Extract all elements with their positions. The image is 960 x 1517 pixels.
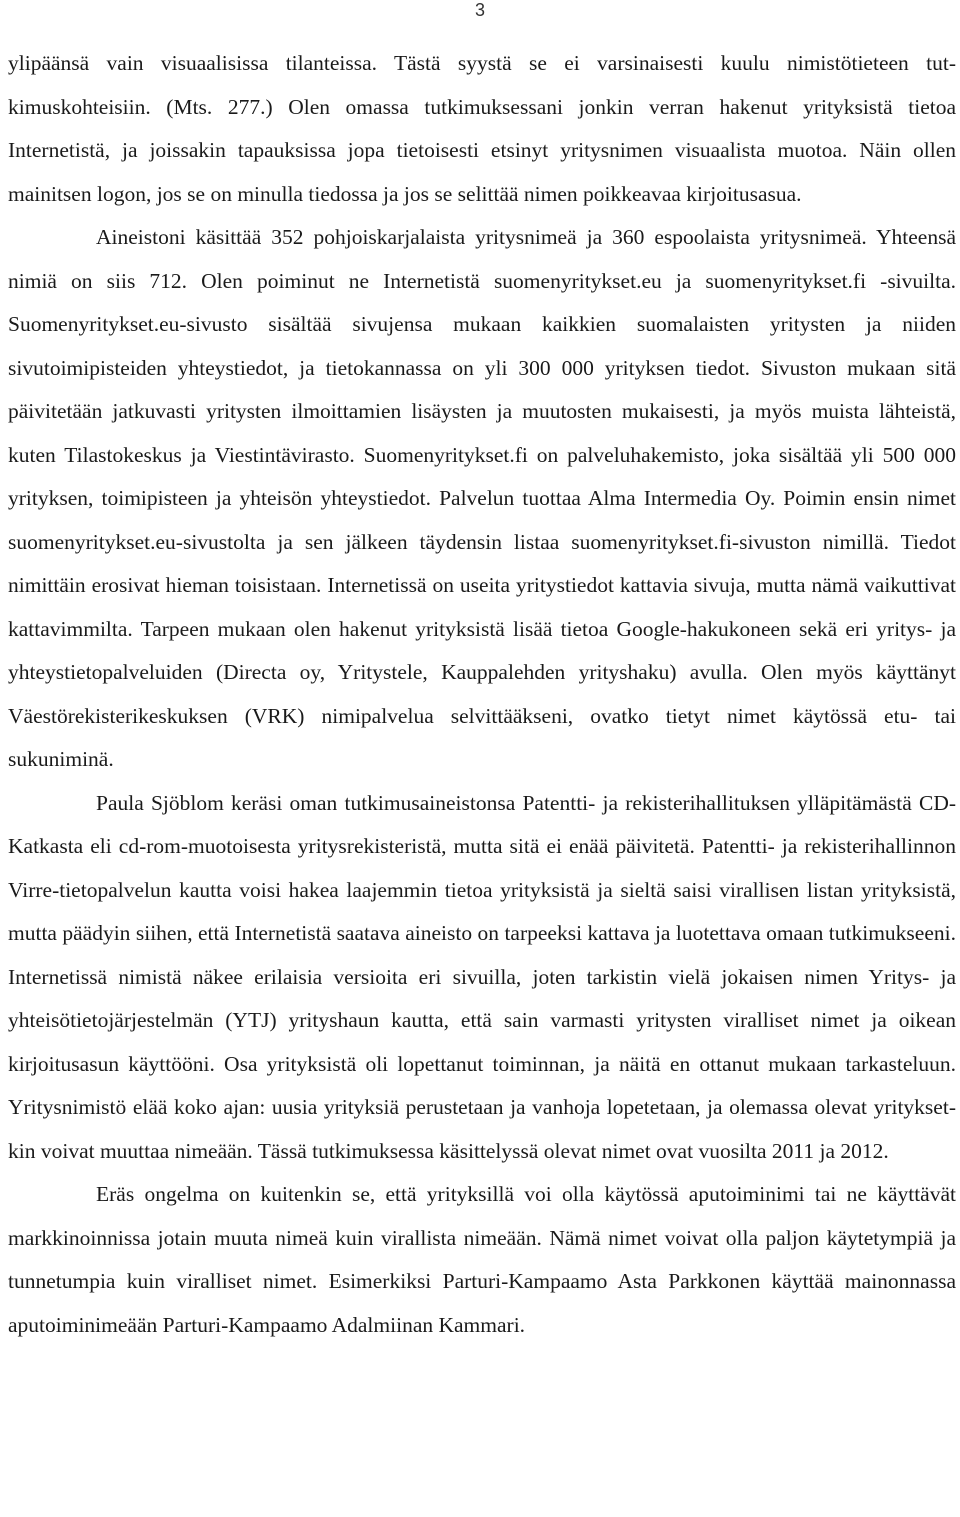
body-text	[8, 42, 956, 1347]
page-number: 3	[474, 0, 485, 20]
paragraph-material-sources: Aineistoni käsittää 352 pohjoiskarjalaista yritysnimeä ja 360 espoolaista yritysnimeä. Yhteensä nimiä on siis 712. Olen poiminut ne Internetistä suomenyritykset.eu ja suomenyritykset.fi -sivuilta. Suomenyritykset.eu-sivusto sisältää sivujensa mukaan kaikkien suomalaisten yritysten ja niiden sivutoimipisteiden yhteystiedot, ja tietokannassa on yli 300 000 yrityksen tiedot. Sivuston mukaan sitä päivitetään jatkuvasti yritysten ilmoittamien lisäysten ja muutosten mukaisesti, ja myös muista lähteistä, kuten Tilastokeskus ja Viestintävirasto. Suomenyritykset.fi on palveluhakemisto, joka sisältää yli 500 000 yrityksen, toimipisteen ja yhteisön yhteystiedot. Palvelun tuottaa Alma Intermedia Oy. Poimin ensin nimet suomenyritykset.eu-sivustolta ja sen jälkeen täydensin listaa suomenyritykset.fi-sivuston nimillä. Tiedot nimittäin erosivat hieman toisistaan. Internetissä on useita yritystiedot kattavia sivuja, mutta nämä vaikuttivat kattavimmilta. Tarpeen mukaan olen hakenut yrityksistä lisää tietoa Google-hakukoneen sekä eri yritys- ja yhteystietopalveluiden (Directa oy, Yritystele, Kauppalehden yrityshaku) avulla. Olen myös käyttänyt Väestörekisterikeskuksen (VRK) nimipalvelua selvittääkseni, ovatko tietyt nimet käytössä etu- tai sukuniminä.	[8, 225, 956, 771]
paragraph-sjoblom-comparison: Paula Sjöblom keräsi oman tutkimusaineistonsa Patentti- ja rekisterihallituksen ylläpitämästä CD-Katkasta eli cd-rom-muotoisesta yritysrekisteristä, mutta sitä ei enää päivitetä. Patentti- ja rekisterihallinnon Virre-tietopalvelun kautta voisi hakea laajemmin tietoa yrityksistä ja sieltä saisi virallisen listan yrityksistä, mutta päädyin siihen, että Internetistä saatava aineisto on tarpeeksi kattava ja luotettava omaan tutkimukseeni. Internetissä nimistä näkee erilaisia versioita eri sivuilla, joten tarkistin vielä jokaisen nimen Yritys- ja yhteisötietojärjestelmän (YTJ) yrityshaun kautta, että sain varmasti yritysten viralliset nimet ja oikean kirjoitusasun käyttööni. Osa yrityksistä oli lopettanut toiminnan, ja näitä en ottanut mukaan tarkasteluun. Yritysnimistö elää koko ajan: uusia yrityksiä perustetaan ja vanhoja lopetetaan, ja olemassa olevat yrityksetkin voivat muuttaa nimeään. Tässä tutkimuksessa käsittelyssä olevat nimet ovat vuosilta 2011 ja 2012.	[8, 790, 956, 1163]
paragraph-visual-form: ylipäänsä vain visuaalisissa tilanteissa. Tästä syystä se ei varsinaisesti kuulu nimistötieteen tutkimuskohteisiin. (Mts. 277.) Olen omassa tutkimuksessani jonkin verran hakenut yrityksistä tietoa Internetistä, ja joissakin tapauksissa jopa tietoisesti etsinyt yritysnimen visuaalista muotoa. Näin ollen mainitsen logon, jos se on minulla tiedossa ja jos se selittää nimen poikkeavaa kirjoitusasua.	[8, 51, 956, 206]
paragraph-auxiliary-names: Eräs ongelma on kuitenkin se, että yrityksillä voi olla käytössä aputoiminimi tai ne käyttävät markkinoinnissa jotain muuta nimeä kuin virallista nimeään. Nämä nimet voivat olla paljon käytetympiä ja tunnetumpia kuin viralliset nimet. Esimerkiksi Parturi-Kampaamo Asta Parkkonen käyttää mainonnassa aputoiminimeään Parturi-Kampaamo Adalmiinan Kammari.	[8, 1182, 956, 1337]
